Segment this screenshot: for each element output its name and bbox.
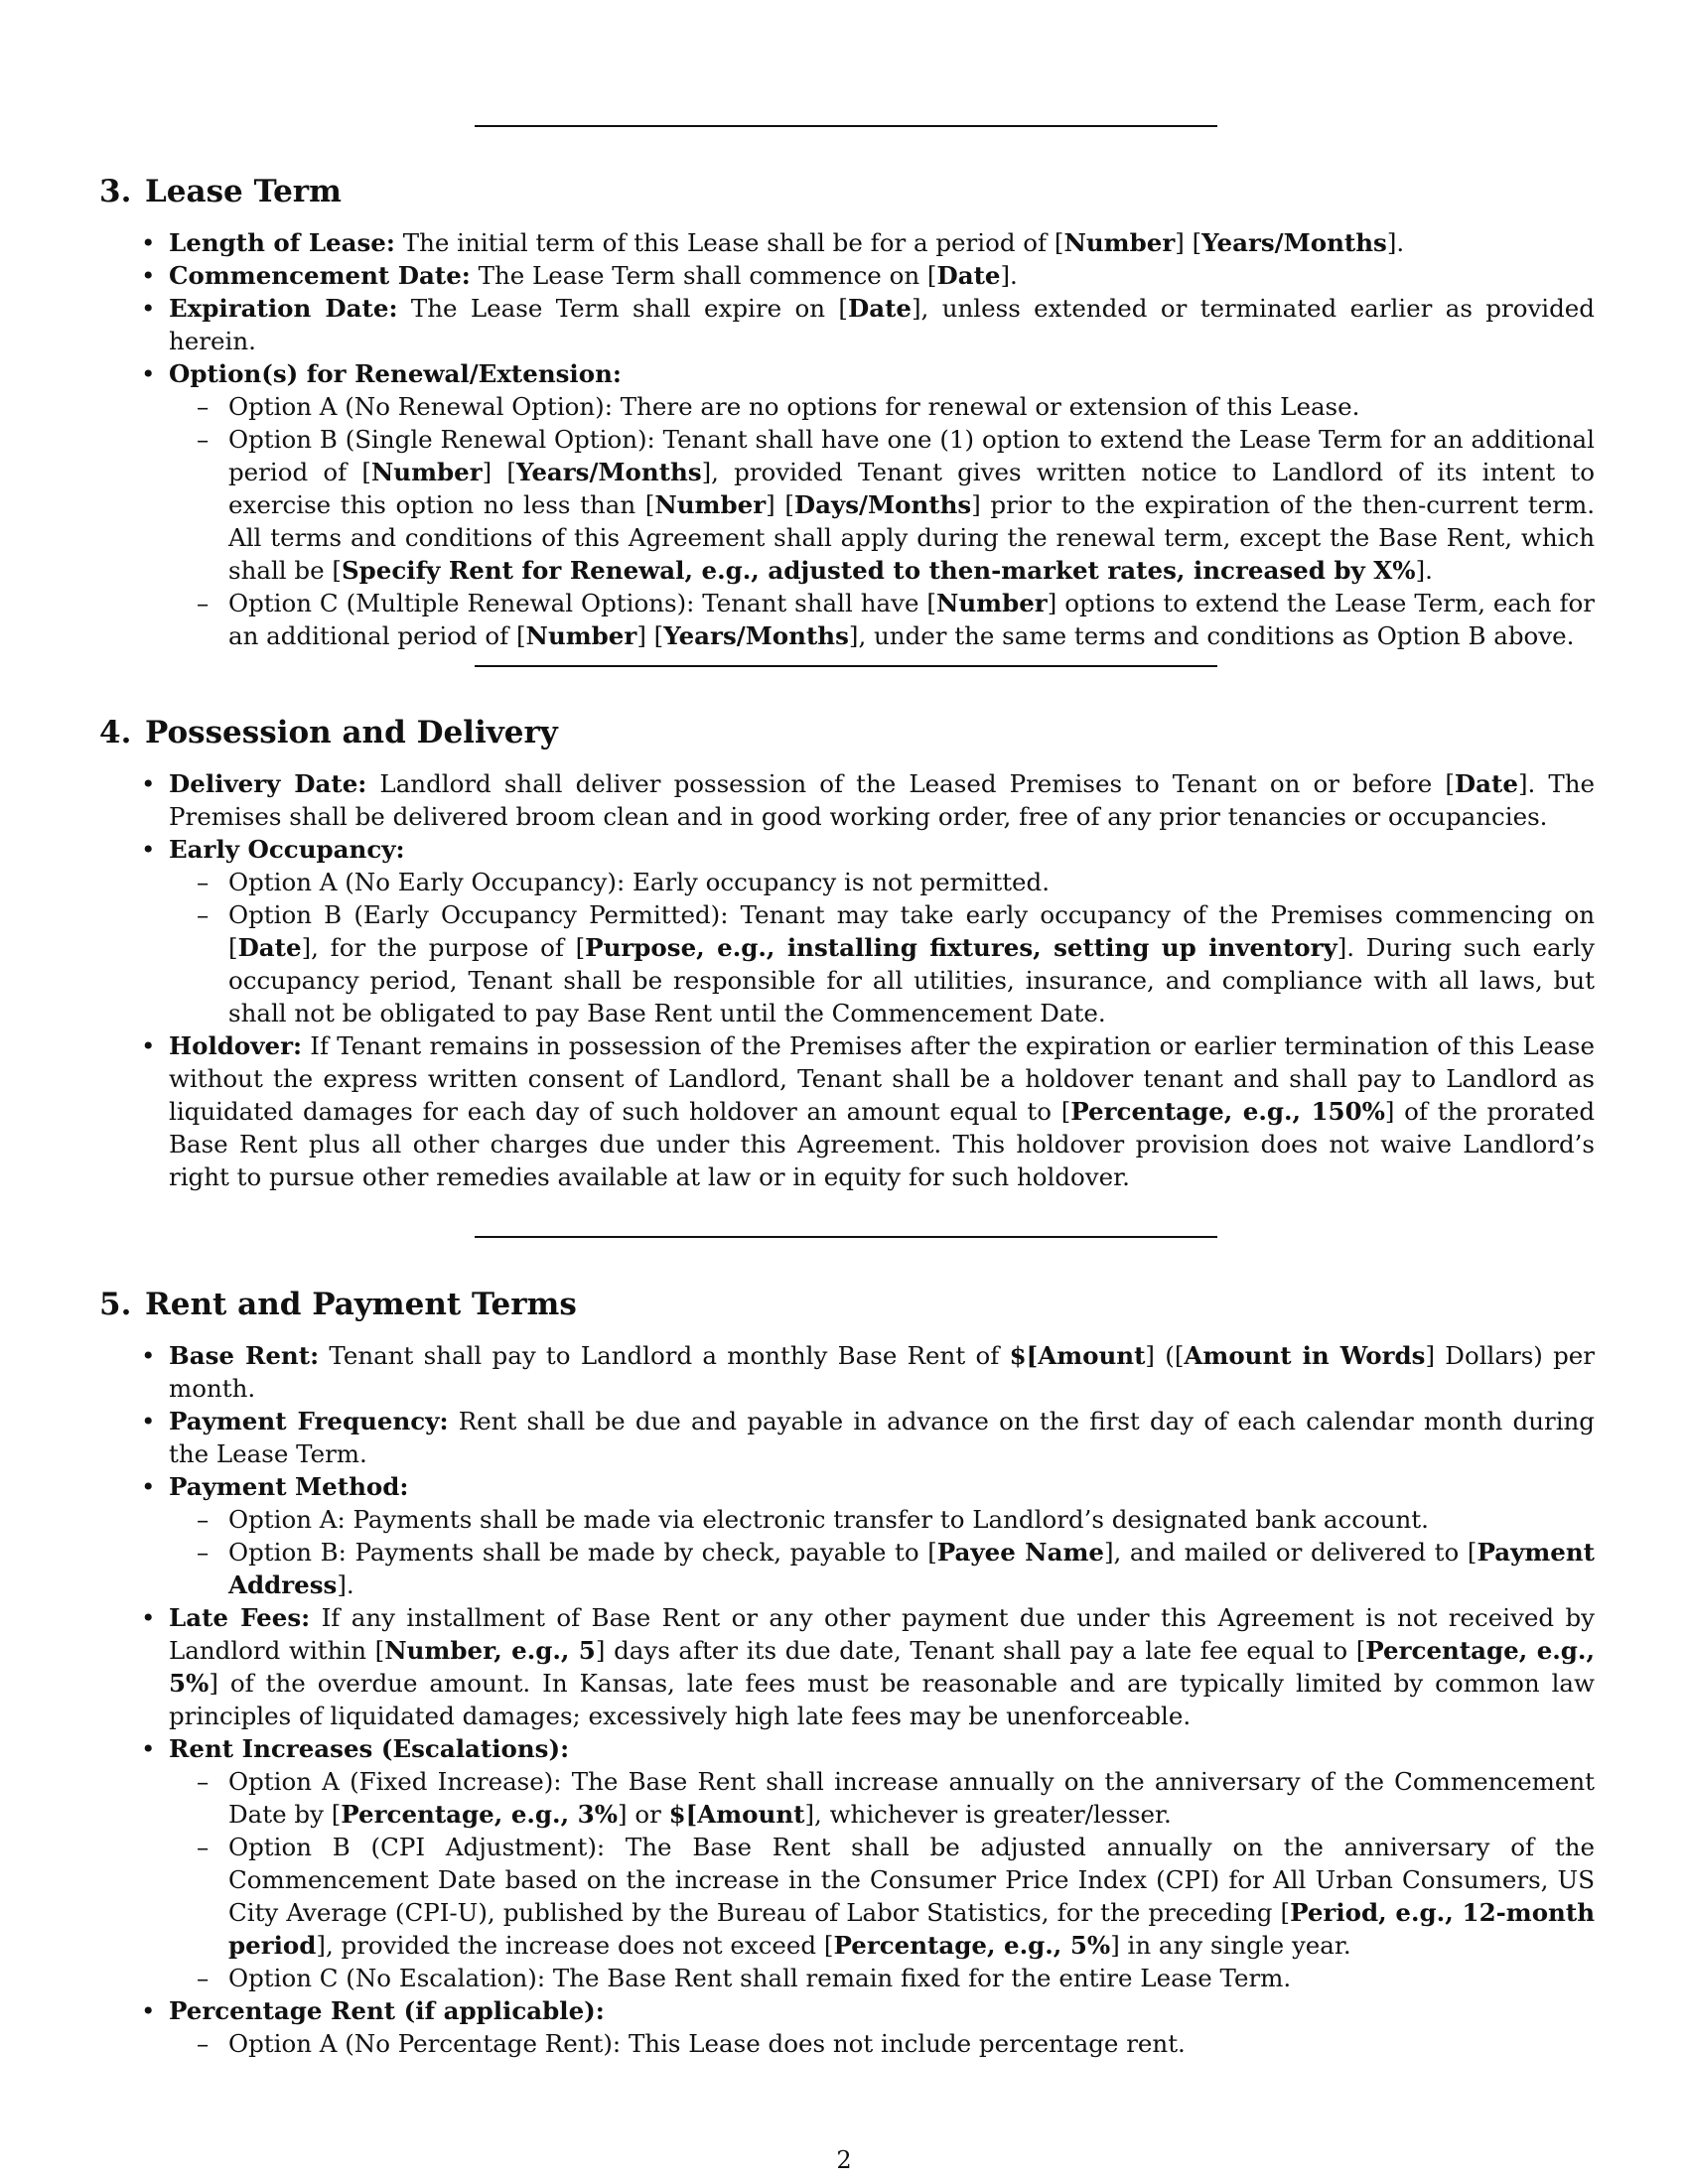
- placeholder-field: Percentage, e.g., 150%: [1070, 1097, 1385, 1126]
- placeholder-field: Payment Address: [228, 1538, 1595, 1599]
- item-text: If Tenant remains in possession of the Premises after the expiration or earlier termination of this Lease without the express written consent of Landlord, Tenant shall be a holdover tenant and shall pay to Landlord as liquidated damages for each day of such holdover an amount equal to [: [169, 1031, 1595, 1126]
- bullet-icon: •: [141, 1603, 156, 1632]
- placeholder-field: Percentage, e.g., 3%: [341, 1800, 618, 1829]
- section-title: Rent and Payment Terms: [145, 1287, 577, 1322]
- option-text: Option A (Fixed Increase): The Base Rent shall increase annually on the anniversary of the Commencement Date by [: [228, 1767, 1595, 1829]
- item-label: Expiration Date:: [169, 294, 398, 323]
- placeholder-field: $[Amount: [668, 1800, 805, 1829]
- list-item-renewal-options: [141, 357, 1596, 652]
- dash-icon: –: [197, 1964, 210, 1992]
- dash-icon: –: [197, 1767, 210, 1796]
- option-b-cpi-adjustment: [197, 1831, 1596, 1962]
- section-4-list: [141, 767, 1596, 1193]
- bullet-icon: •: [141, 1734, 156, 1763]
- bullet-icon: •: [141, 1407, 156, 1435]
- item-label: Length of Lease:: [169, 228, 395, 257]
- list-item-payment-method: [141, 1470, 1595, 1601]
- list-item-expiration-date: [141, 292, 1595, 357]
- option-c-multiple-renewal: [197, 587, 1595, 652]
- option-text: Option A (No Early Occupancy): Early occupancy is not permitted.: [228, 868, 1051, 896]
- list-item-percentage-rent: [141, 1994, 1595, 2060]
- item-text: ] ([: [1145, 1341, 1185, 1370]
- option-text: ], provided Tenant gives written notice to Landlord of its intent to exercise this option no less than [: [228, 458, 1596, 519]
- dash-icon: –: [197, 2029, 210, 2058]
- item-text: ], unless extended or terminated earlier as provided herein.: [169, 294, 1595, 355]
- section-divider: [475, 665, 1217, 667]
- sub-list: [169, 2027, 1595, 2060]
- option-text: ] [: [636, 621, 664, 650]
- option-a-electronic-transfer: [197, 1503, 1595, 1536]
- option-text: ], whichever is greater/lesser.: [804, 1800, 1172, 1829]
- dash-icon: –: [197, 1505, 210, 1534]
- option-text: ], provided the increase does not exceed [: [316, 1931, 834, 1960]
- bullet-icon: •: [141, 835, 156, 864]
- dash-icon: –: [197, 1538, 210, 1567]
- placeholder-field: Date: [847, 294, 912, 323]
- option-text: ].: [1415, 556, 1433, 585]
- placeholder-field: Number, e.g., 5: [384, 1636, 596, 1665]
- item-label: Holdover:: [169, 1031, 303, 1060]
- bullet-icon: •: [141, 769, 156, 798]
- item-text: Tenant shall pay to Landlord a monthly Base Rent of: [319, 1341, 1010, 1370]
- list-item-holdover: [141, 1029, 1596, 1193]
- option-text: Option B: Payments shall be made by check, payable to [: [228, 1538, 937, 1567]
- item-text: The Lease Term shall commence on [: [470, 261, 937, 290]
- option-b-check: [197, 1536, 1595, 1601]
- sub-list: [169, 390, 1595, 652]
- item-text: The Lease Term shall expire on [: [397, 294, 848, 323]
- item-text: ]. The Premises shall be delivered broom clean and in good working order, free of any prior tenancies or occupancies.: [169, 769, 1595, 831]
- sub-list: [169, 1765, 1595, 1994]
- placeholder-field: Years/Months: [663, 621, 849, 650]
- option-text: ], under the same terms and conditions as Option B above.: [848, 621, 1575, 650]
- list-item-base-rent: [141, 1339, 1595, 1405]
- option-a-no-renewal: [197, 390, 1595, 423]
- section-3-list: [141, 226, 1596, 652]
- placeholder-field: Date: [1454, 769, 1518, 798]
- page-number: 2: [836, 2146, 852, 2174]
- option-text: ] [: [482, 458, 516, 486]
- list-item-payment-frequency: [141, 1405, 1595, 1470]
- option-a-no-percentage-rent: [197, 2027, 1595, 2060]
- option-text: ], and mailed or delivered to [: [1103, 1538, 1477, 1567]
- placeholder-field: Specify Rent for Renewal, e.g., adjusted to then-market rates, increased by X%: [341, 556, 1416, 585]
- item-text: ] [: [1175, 228, 1202, 257]
- dash-icon: –: [197, 392, 210, 421]
- placeholder-field: Years/Months: [515, 458, 702, 486]
- bullet-icon: •: [141, 1472, 156, 1501]
- dash-icon: –: [197, 589, 210, 617]
- section-number: 3.: [99, 174, 132, 209]
- list-item-length-of-lease: [141, 226, 1595, 259]
- dash-icon: –: [197, 868, 210, 896]
- list-item-late-fees: [141, 1601, 1596, 1732]
- section-number: 4.: [99, 715, 132, 751]
- placeholder-field: Number: [1063, 228, 1176, 257]
- placeholder-field: Percentage, e.g., 5%: [833, 1931, 1111, 1960]
- option-b-single-renewal: [197, 423, 1596, 587]
- item-text: ] of the overdue amount. In Kansas, late fees must be reasonable and are typically limited by common law principles of liquidated damages; excessively high late fees may be unenforceable.: [169, 1669, 1595, 1730]
- placeholder-field: Period, e.g., 12-month period: [228, 1898, 1596, 1960]
- placeholder-field: Number: [654, 490, 767, 519]
- item-label: Percentage Rent (if applicable):: [169, 1996, 605, 2025]
- sub-list: [169, 1503, 1595, 1601]
- option-text: ] options to extend the Lease Term, each for an additional period of [: [228, 589, 1595, 650]
- option-text: Option A: Payments shall be made via electronic transfer to Landlord’s designated bank account.: [228, 1505, 1429, 1534]
- list-item-commencement-date: [141, 259, 1595, 292]
- item-text: ].: [1386, 228, 1405, 257]
- option-a-no-early-occupancy: [197, 866, 1595, 898]
- option-text: ], for the purpose of [: [301, 933, 586, 962]
- bullet-icon: •: [141, 261, 156, 290]
- option-text: ]. During such early occupancy period, Tenant shall be responsible for all utilities, insurance, and compliance with all laws, but shall not be obligated to pay Base Rent until the Commencement Date.: [228, 933, 1595, 1027]
- bullet-icon: •: [141, 1341, 156, 1370]
- item-label: Option(s) for Renewal/Extension:: [169, 359, 622, 388]
- item-text: ] of the prorated Base Rent plus all other charges due under this Agreement. This holdover provision does not waive Landlord’s right to pursue other remedies available at law or in equity for such holdover.: [169, 1097, 1596, 1191]
- item-text: If any installment of Base Rent or any other payment due under this Agreement is not received by Landlord within [: [169, 1603, 1596, 1665]
- option-text: ] or: [617, 1800, 669, 1829]
- placeholder-field: Number: [370, 458, 483, 486]
- section-title: Lease Term: [145, 174, 342, 209]
- option-a-fixed-increase: [197, 1765, 1595, 1831]
- option-c-no-escalation: [197, 1962, 1595, 1994]
- item-label: Rent Increases (Escalations):: [169, 1734, 570, 1763]
- placeholder-field: Date: [936, 261, 1001, 290]
- item-text: Landlord shall deliver possession of the Leased Premises to Tenant on or before [: [366, 769, 1455, 798]
- placeholder-field: Date: [237, 933, 302, 962]
- option-text: Option B (Early Occupancy Permitted): Tenant may take early occupancy of the Premises commencing on [: [228, 900, 1595, 962]
- placeholder-field: Percentage, e.g., 5%: [169, 1636, 1595, 1698]
- sub-list: [169, 866, 1595, 1029]
- option-text: ] [: [766, 490, 794, 519]
- list-item-early-occupancy: [141, 833, 1595, 1029]
- dash-icon: –: [197, 900, 210, 929]
- section-5-list: [141, 1339, 1596, 2060]
- item-label: Delivery Date:: [169, 769, 367, 798]
- bullet-icon: •: [141, 359, 156, 388]
- item-label: Payment Frequency:: [169, 1407, 449, 1435]
- section-number: 5.: [99, 1287, 132, 1322]
- placeholder-field: Number: [935, 589, 1048, 617]
- item-text: The initial term of this Lease shall be for a period of [: [394, 228, 1064, 257]
- bullet-icon: •: [141, 1031, 156, 1060]
- section-divider: [475, 1236, 1217, 1238]
- section-3-heading: [99, 172, 342, 211]
- dash-icon: –: [197, 425, 210, 454]
- option-text: ] in any single year.: [1110, 1931, 1351, 1960]
- section-divider: [475, 125, 1217, 127]
- item-label: Late Fees:: [169, 1603, 311, 1632]
- option-text: Option B (Single Renewal Option): Tenant shall have one (1) option to extend the Lease Term for an additional period of [: [228, 425, 1595, 486]
- section-4-heading: [99, 713, 558, 752]
- bullet-icon: •: [141, 228, 156, 257]
- placeholder-field: Number: [525, 621, 637, 650]
- bullet-icon: •: [141, 1996, 156, 2025]
- option-text: Option C (Multiple Renewal Options): Tenant shall have [: [228, 589, 936, 617]
- item-label: Commencement Date:: [169, 261, 471, 290]
- item-label: Early Occupancy:: [169, 835, 405, 864]
- section-5-heading: [99, 1285, 577, 1324]
- placeholder-field: Payee Name: [936, 1538, 1104, 1567]
- placeholder-field: Days/Months: [793, 490, 972, 519]
- item-label: Base Rent:: [169, 1341, 320, 1370]
- item-text: ] Dollars) per month.: [169, 1341, 1595, 1403]
- placeholder-field: Years/Months: [1201, 228, 1387, 257]
- option-b-early-occupancy-permitted: [197, 898, 1595, 1029]
- bullet-icon: •: [141, 294, 156, 323]
- option-text: ].: [337, 1570, 354, 1599]
- section-title: Possession and Delivery: [145, 715, 558, 751]
- dash-icon: –: [197, 1833, 210, 1861]
- item-text: ].: [1000, 261, 1018, 290]
- option-text: Option B (CPI Adjustment): The Base Rent shall be adjusted annually on the anniversary of the Commencement Date based on the increase in the Consumer Price Index (CPI) for All Urban Consumers, US City Average (CPI-U), published by the Bureau of Labor Statistics, for the preceding [: [228, 1833, 1595, 1927]
- item-label: Payment Method:: [169, 1472, 409, 1501]
- option-text: ] prior to the expiration of the then-current term. All terms and conditions of this Agreement shall apply during the renewal term, except the Base Rent, which shall be [: [228, 490, 1596, 585]
- list-item-delivery-date: [141, 767, 1595, 833]
- list-item-rent-increases: [141, 1732, 1596, 1994]
- option-text: Option A (No Percentage Rent): This Lease does not include percentage rent.: [228, 2029, 1186, 2058]
- option-text: Option C (No Escalation): The Base Rent shall remain fixed for the entire Lease Term.: [228, 1964, 1292, 1992]
- item-text: Rent shall be due and payable in advance on the first day of each calendar month during the Lease Term.: [169, 1407, 1595, 1468]
- placeholder-field: Purpose, e.g., installing fixtures, setting up inventory: [585, 933, 1337, 962]
- option-text: Option A (No Renewal Option): There are no options for renewal or extension of this Lease.: [228, 392, 1360, 421]
- placeholder-field: $[Amount: [1009, 1341, 1146, 1370]
- placeholder-field: Amount in Words: [1184, 1341, 1426, 1370]
- item-text: ] days after its due date, Tenant shall pay a late fee equal to [: [595, 1636, 1366, 1665]
